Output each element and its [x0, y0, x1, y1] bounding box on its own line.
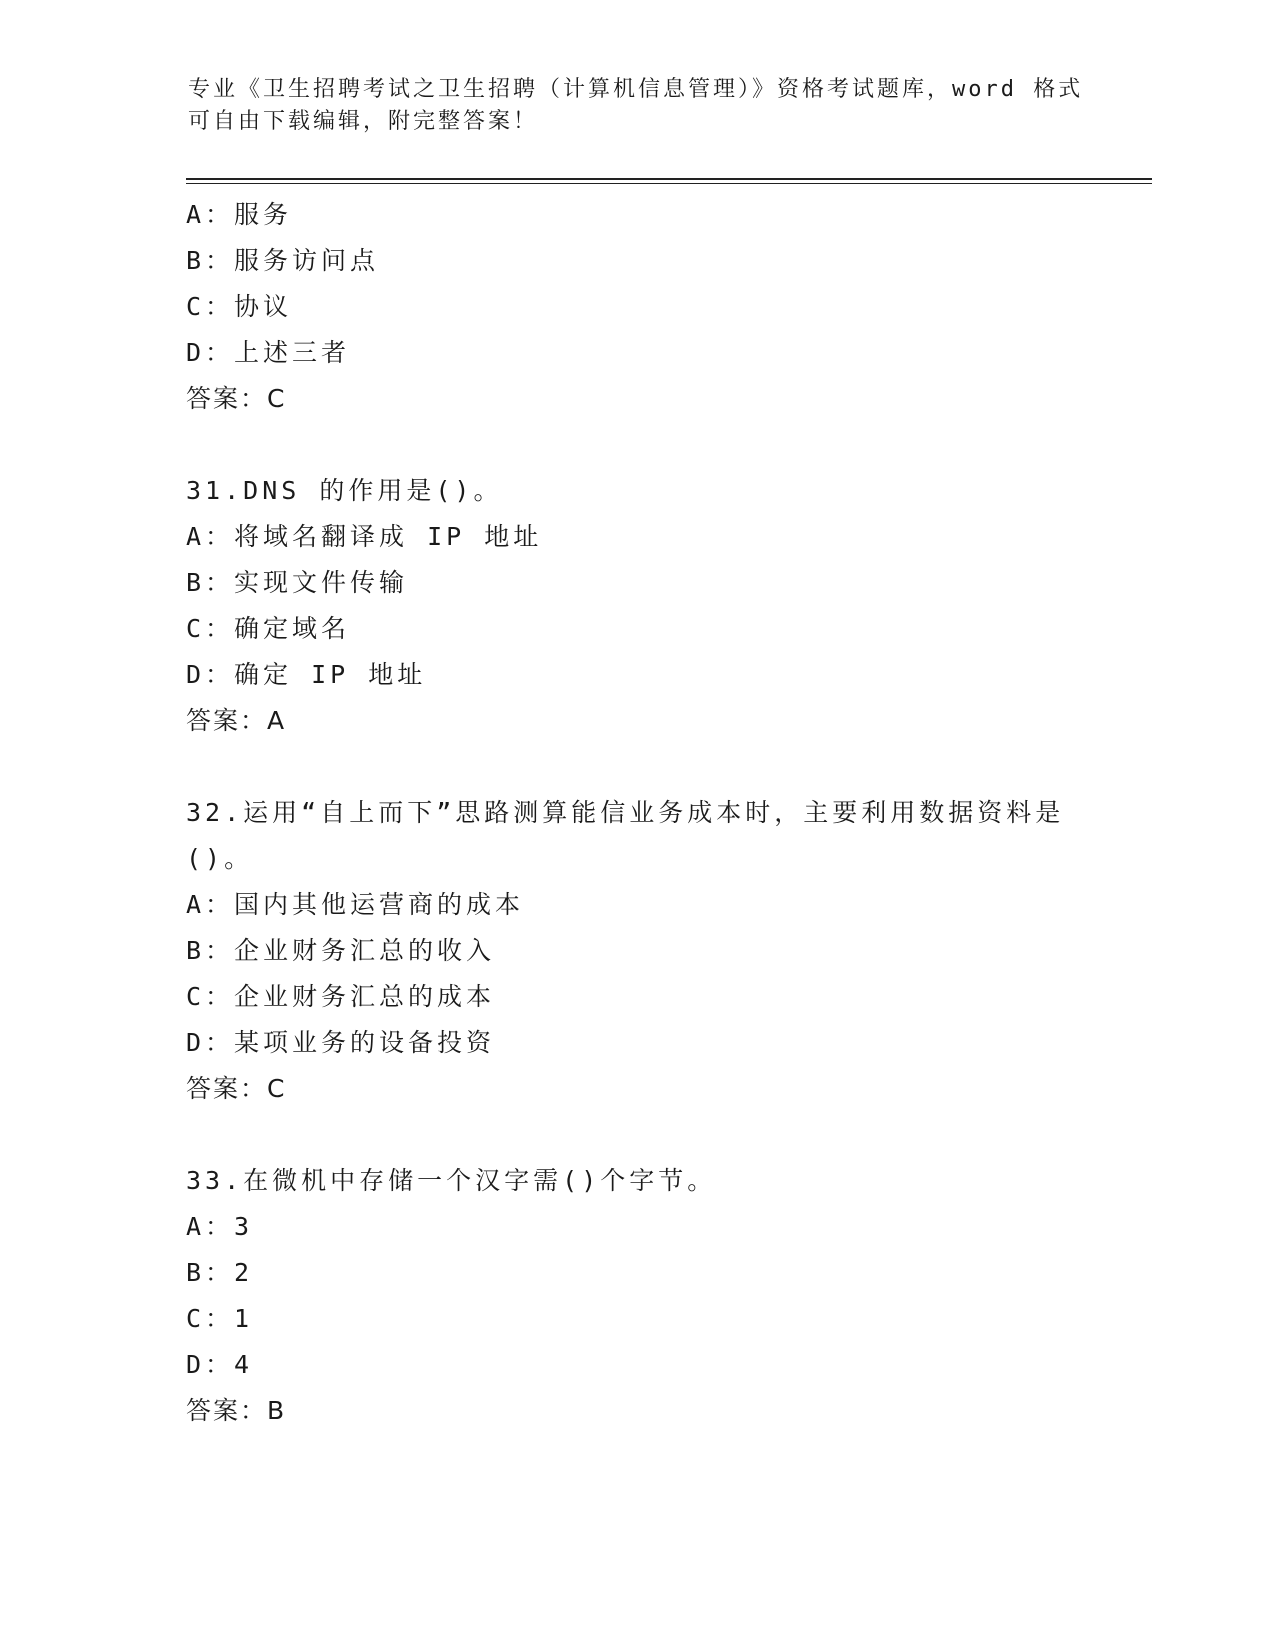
option-d: D：确定 IP 地址: [186, 660, 427, 689]
question-stem-continued: ()。: [186, 844, 254, 873]
answer-line: 答案：B: [186, 1396, 287, 1425]
spacer: [186, 744, 1126, 790]
header-divider-thin: [186, 183, 1152, 184]
option-b: B：2: [186, 1258, 254, 1287]
option-c: C：协议: [186, 292, 293, 321]
option-d: D：上述三者: [186, 338, 351, 367]
question-stem: 32.运用“自上而下”思路测算能信业务成本时，主要利用数据资料是: [186, 798, 1065, 827]
option-a: A：将域名翻译成 IP 地址: [186, 522, 543, 551]
option-d: D：某项业务的设备投资: [186, 1028, 496, 1057]
option-b: B：企业财务汇总的收入: [186, 936, 496, 965]
option-a: A：3: [186, 1212, 254, 1241]
header-line-1: 专业《卫生招聘考试之卫生招聘（计算机信息管理）》资格考试题库，word 格式: [188, 77, 1084, 102]
option-a: A：服务: [186, 200, 293, 229]
spacer: [186, 422, 1126, 468]
question-stem: 33.在微机中存储一个汉字需()个字节。: [186, 1166, 717, 1195]
header-divider-thick: [186, 178, 1152, 180]
question-block-prev: [186, 192, 1126, 422]
question-list: [186, 192, 1126, 1434]
question-block-32: [186, 790, 1126, 1112]
answer-line: 答案：A: [186, 706, 287, 735]
option-b: B：实现文件传输: [186, 568, 409, 597]
option-c: C：企业财务汇总的成本: [186, 982, 496, 1011]
option-c: C：确定域名: [186, 614, 351, 643]
answer-line: 答案：C: [186, 384, 287, 413]
option-b: B：服务访问点: [186, 246, 380, 275]
document-header: [188, 74, 1088, 138]
option-d: D：4: [186, 1350, 254, 1379]
question-stem: 31.DNS 的作用是()。: [186, 476, 503, 505]
answer-line: 答案：C: [186, 1074, 287, 1103]
question-block-31: [186, 468, 1126, 744]
spacer: [186, 1112, 1126, 1158]
header-line-2: 可自由下载编辑，附完整答案！: [188, 109, 539, 134]
option-a: A：国内其他运营商的成本: [186, 890, 525, 919]
option-c: C：1: [186, 1304, 254, 1333]
question-block-33: [186, 1158, 1126, 1434]
